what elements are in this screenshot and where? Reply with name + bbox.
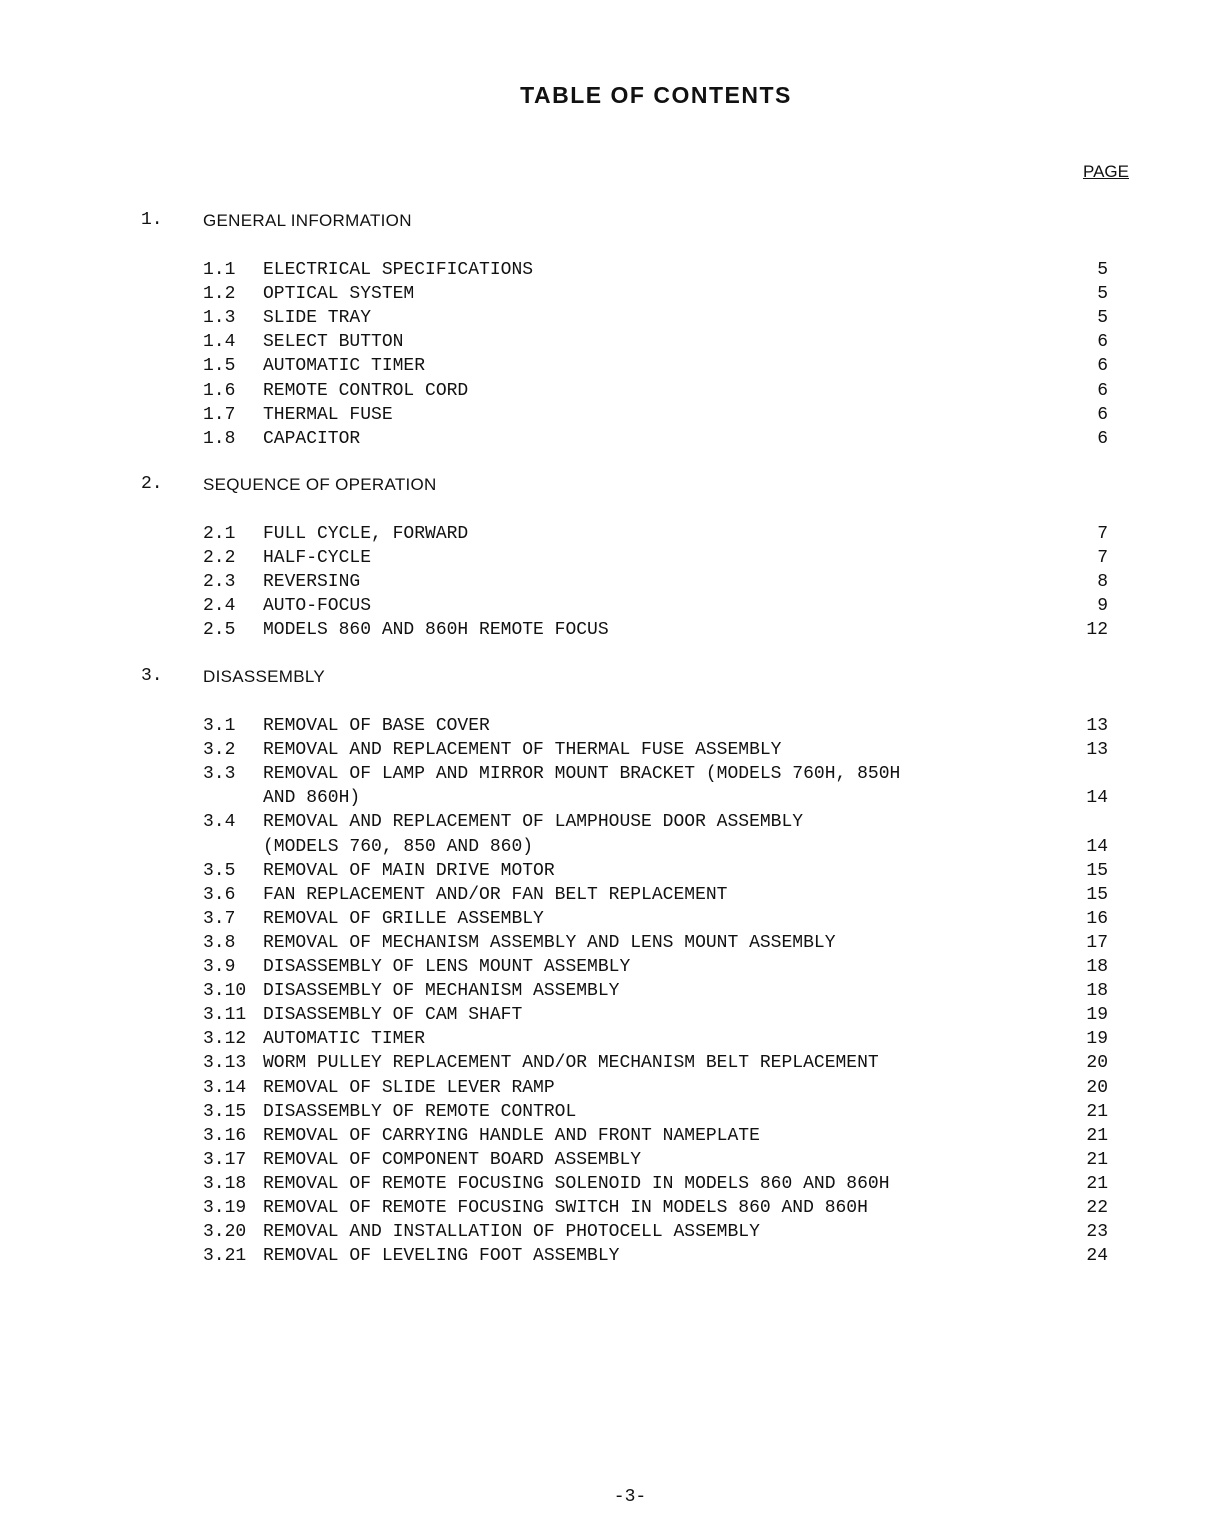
entry-number: 3.16 (203, 1125, 247, 1146)
entry-title: REMOVAL OF SLIDE LEVER RAMP (263, 1077, 555, 1098)
toc-entry (0, 570, 1224, 594)
toc-entry (0, 282, 1224, 306)
entry-number: 2.2 (203, 548, 236, 569)
toc-entry (0, 354, 1224, 378)
entry-page-number: 6 (1097, 404, 1108, 425)
toc-entry (0, 330, 1224, 354)
entry-title: AUTOMATIC TIMER (263, 356, 426, 377)
section-title: GENERAL INFORMATION (203, 211, 412, 230)
entry-page-number: 16 (1086, 908, 1108, 929)
entry-page-number: 5 (1097, 308, 1108, 329)
toc-entry (0, 1172, 1224, 1196)
entry-title: DISASSEMBLY OF REMOTE CONTROL (263, 1101, 577, 1122)
entry-title: AUTOMATIC TIMER (263, 1029, 426, 1050)
entry-number: 2.3 (203, 572, 236, 593)
entry-title: DISASSEMBLY OF MECHANISM ASSEMBLY (263, 981, 620, 1002)
entry-title: REMOVAL OF LAMP AND MIRROR MOUNT BRACKET (MODELS 760H, 850H (263, 764, 901, 785)
entry-page-number: 22 (1086, 1198, 1108, 1218)
entry-number: 1.7 (203, 404, 236, 425)
entry-number: 2.1 (203, 524, 236, 544)
entry-page-number: 21 (1086, 1173, 1108, 1194)
toc-entry (0, 1027, 1224, 1051)
entry-page-number: 21 (1086, 1149, 1108, 1170)
entry-title: REMOVAL OF COMPONENT BOARD ASSEMBLY (263, 1149, 642, 1170)
entry-number: 3.8 (203, 932, 236, 953)
entry-title: REMOVAL AND REPLACEMENT OF THERMAL FUSE ASSEMBLY (263, 740, 782, 761)
entry-number: 1.5 (203, 356, 236, 377)
entry-title: (MODELS 760, 850 AND 860) (263, 836, 534, 857)
toc-entry (0, 1076, 1224, 1100)
entry-number: 2.5 (203, 620, 236, 641)
toc-entry (0, 1148, 1224, 1172)
toc-entry (0, 522, 1224, 546)
entry-title: REMOVAL OF LEVELING FOOT ASSEMBLY (263, 1246, 620, 1267)
entry-number: 1.2 (203, 284, 236, 305)
entry-title: AND 860H) (263, 788, 361, 809)
entry-page-number: 6 (1097, 332, 1108, 353)
entry-page-number: 5 (1097, 260, 1108, 280)
entry-number: 1.4 (203, 332, 236, 353)
entry-number: 3.2 (203, 740, 236, 761)
entry-page-number: 6 (1097, 380, 1108, 401)
entry-page-number: 6 (1097, 428, 1108, 449)
entry-title: OPTICAL SYSTEM (263, 284, 415, 305)
entry-title: SLIDE TRAY (263, 308, 372, 329)
entry-page-number: 13 (1086, 716, 1108, 736)
toc-entry (0, 594, 1224, 618)
entry-title: REMOVAL OF CARRYING HANDLE AND FRONT NAMEPLATE (263, 1125, 760, 1146)
entry-page-number: 13 (1086, 740, 1108, 761)
entry-title: REMOVAL AND REPLACEMENT OF LAMPHOUSE DOOR ASSEMBLY (263, 812, 804, 833)
toc-entry (0, 258, 1224, 282)
entry-page-number: 17 (1086, 932, 1108, 953)
entry-page-number: 12 (1086, 620, 1108, 641)
entry-title: HALF-CYCLE (263, 548, 372, 569)
entry-title: ELECTRICAL SPECIFICATIONS (263, 260, 534, 280)
page-number-footer: -3- (613, 1487, 647, 1507)
entry-title: REMOVAL OF REMOTE FOCUSING SWITCH IN MODELS 860 AND 860H (263, 1198, 868, 1218)
entry-page-number: 8 (1097, 572, 1108, 593)
toc-entry (0, 786, 1224, 810)
toc-entry (0, 859, 1224, 883)
entry-title: MODELS 860 AND 860H REMOTE FOCUS (263, 620, 609, 641)
toc-entry (0, 618, 1224, 642)
entry-number: 1.1 (203, 260, 236, 280)
entry-page-number: 9 (1097, 596, 1108, 617)
entry-title: SELECT BUTTON (263, 332, 404, 353)
entry-number: 3.15 (203, 1101, 247, 1122)
entry-number: 3.17 (203, 1149, 247, 1170)
entry-number: 1.8 (203, 428, 236, 449)
entry-page-number: 18 (1086, 957, 1108, 977)
entry-page-number: 20 (1086, 1077, 1108, 1098)
toc-entry (0, 403, 1224, 427)
entry-title: FULL CYCLE, FORWARD (263, 524, 469, 544)
entry-page-number: 15 (1086, 884, 1108, 905)
entry-page-number: 7 (1097, 548, 1108, 569)
toc-entry (0, 306, 1224, 330)
entry-title: THERMAL FUSE (263, 404, 393, 425)
entry-page-number: 19 (1086, 1029, 1108, 1050)
toc-entry (0, 1100, 1224, 1124)
toc-entry (0, 907, 1224, 931)
entry-title: DISASSEMBLY OF CAM SHAFT (263, 1005, 523, 1026)
entry-page-number: 21 (1086, 1101, 1108, 1122)
entry-number: 3.11 (203, 1005, 247, 1026)
entry-page-number: 7 (1097, 524, 1108, 544)
entry-number: 3.18 (203, 1173, 247, 1194)
toc-entry (0, 810, 1224, 834)
toc-entry (0, 1124, 1224, 1148)
entry-page-number: 5 (1097, 284, 1108, 305)
toc-entry (0, 931, 1224, 955)
entry-page-number: 21 (1086, 1125, 1108, 1146)
entry-page-number: 18 (1086, 981, 1108, 1002)
entry-number: 3.19 (203, 1198, 247, 1218)
section-number: 2. (141, 474, 163, 494)
entry-page-number: 14 (1086, 788, 1108, 809)
entry-number: 3.10 (203, 981, 247, 1002)
entry-number: 3.21 (203, 1246, 247, 1267)
toc-entry (0, 1220, 1224, 1244)
toc-entry (0, 762, 1224, 786)
entry-title: REMOVAL AND INSTALLATION OF PHOTOCELL ASSEMBLY (263, 1222, 760, 1243)
entry-number: 3.4 (203, 812, 236, 833)
toc-entry (0, 1003, 1224, 1027)
page-title: TABLE OF CONTENTS (520, 82, 792, 108)
toc-entry (0, 427, 1224, 451)
toc-entry (0, 1196, 1224, 1220)
section-title: DISASSEMBLY (203, 667, 326, 686)
entry-title: REVERSING (263, 572, 361, 593)
entry-page-number: 20 (1086, 1053, 1108, 1074)
entry-title: REMOVAL OF REMOTE FOCUSING SOLENOID IN MODELS 860 AND 860H (263, 1173, 890, 1194)
entry-number: 3.5 (203, 860, 236, 881)
entry-title: REMOVAL OF MECHANISM ASSEMBLY AND LENS MOUNT ASSEMBLY (263, 932, 836, 953)
entry-title: REMOVAL OF GRILLE ASSEMBLY (263, 908, 544, 929)
entry-page-number: 14 (1086, 836, 1108, 857)
entry-number: 3.9 (203, 957, 236, 977)
section-number: 3. (141, 666, 163, 686)
toc-entry (0, 1051, 1224, 1075)
entry-number: 3.7 (203, 908, 236, 929)
toc-entry (0, 1244, 1224, 1268)
entry-page-number: 24 (1086, 1246, 1108, 1267)
entry-title: REMOTE CONTROL CORD (263, 380, 469, 401)
section-number: 1. (141, 210, 163, 230)
entry-number: 3.14 (203, 1077, 247, 1098)
toc-entry (0, 379, 1224, 403)
entry-title: WORM PULLEY REPLACEMENT AND/OR MECHANISM BELT REPLACEMENT (263, 1053, 879, 1074)
entry-number: 3.13 (203, 1053, 247, 1074)
toc-entry (0, 546, 1224, 570)
entry-number: 3.3 (203, 764, 236, 785)
entry-title: AUTO-FOCUS (263, 596, 372, 617)
toc-entry (0, 883, 1224, 907)
entry-title: DISASSEMBLY OF LENS MOUNT ASSEMBLY (263, 957, 631, 977)
section-title: SEQUENCE OF OPERATION (203, 475, 437, 494)
entry-title: REMOVAL OF BASE COVER (263, 716, 490, 736)
entry-page-number: 23 (1086, 1222, 1108, 1243)
entry-title: FAN REPLACEMENT AND/OR FAN BELT REPLACEMENT (263, 884, 728, 905)
entry-number: 3.20 (203, 1222, 247, 1243)
toc-entry (0, 835, 1224, 859)
entry-number: 1.6 (203, 380, 236, 401)
entry-page-number: 19 (1086, 1005, 1108, 1026)
page-column-header: PAGE (1083, 162, 1129, 181)
toc-entry (0, 738, 1224, 762)
entry-number: 1.3 (203, 308, 236, 329)
entry-page-number: 6 (1097, 356, 1108, 377)
toc-entry (0, 955, 1224, 979)
entry-page-number: 15 (1086, 860, 1108, 881)
entry-number: 3.1 (203, 716, 236, 736)
entry-title: REMOVAL OF MAIN DRIVE MOTOR (263, 860, 555, 881)
entry-number: 2.4 (203, 596, 236, 617)
toc-entry (0, 714, 1224, 738)
entry-title: CAPACITOR (263, 428, 361, 449)
entry-number: 3.6 (203, 884, 236, 905)
entry-number: 3.12 (203, 1029, 247, 1050)
toc-entry (0, 979, 1224, 1003)
